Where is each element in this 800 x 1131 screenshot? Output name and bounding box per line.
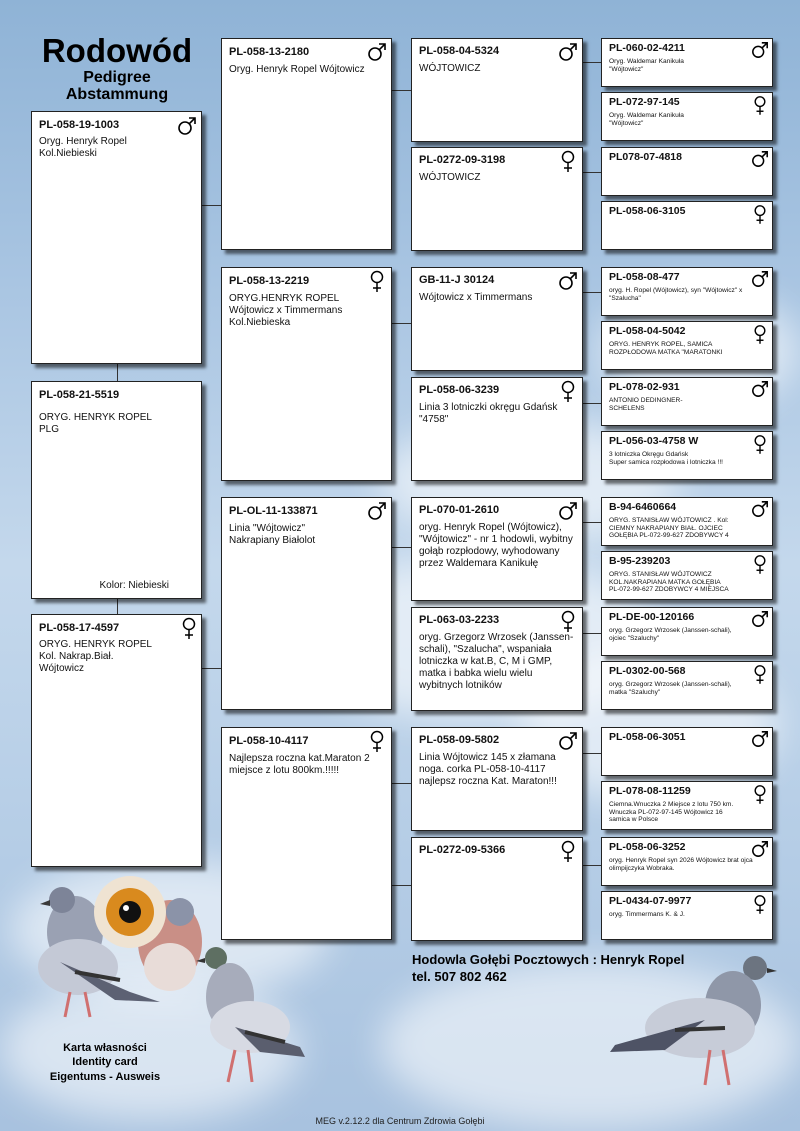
gen3-description: ANTONIO DEDINGNER- SCHELENS xyxy=(609,397,683,412)
gen3-ring-number: PL-0302-00-568 xyxy=(609,665,686,677)
gen2-description: WÓJTOWICZ xyxy=(419,172,481,183)
sibling2-description: ORYG. HENRYK ROPEL Kol. Nakrap.Biał. Wójtowicz xyxy=(39,639,152,674)
gen2-card[interactable] xyxy=(411,147,583,251)
male-icon xyxy=(177,116,197,136)
gen3-card[interactable] xyxy=(601,551,773,600)
page-subtitle-de: Abstammung xyxy=(65,86,169,103)
female-icon xyxy=(753,204,767,226)
breeder-phone: tel. 507 802 462 xyxy=(412,969,507,984)
gen3-card[interactable] xyxy=(601,607,773,656)
gen1-card[interactable] xyxy=(221,727,392,940)
card-line-en: Identity card xyxy=(72,1056,138,1069)
gen3-card[interactable] xyxy=(601,497,773,546)
sibling-card[interactable] xyxy=(31,381,202,599)
male-icon xyxy=(751,730,769,748)
gen2-ring-number: PL-070-01-2610 xyxy=(419,504,500,516)
gen3-card[interactable] xyxy=(601,661,773,710)
gen2-card[interactable] xyxy=(411,38,583,142)
gen2-ring-number: GB-11-J 30124 xyxy=(419,274,495,286)
gen1-description: ORYG.HENRYK ROPEL Wójtowicz x Timmermans Kol.Niebieska xyxy=(229,293,343,328)
gen1-card[interactable] xyxy=(221,38,392,250)
female-icon xyxy=(560,150,576,174)
gen3-card[interactable] xyxy=(601,38,773,87)
sibling-description: ORYG. HENRYK ROPEL PLG xyxy=(39,412,152,435)
gen3-ring-number: PL-058-06-3252 xyxy=(609,841,686,853)
male-icon xyxy=(558,731,578,751)
male-icon xyxy=(558,42,578,62)
gen1-ring-number: PL-058-10-4117 xyxy=(229,735,309,747)
subject-ring-number: PL-058-19-1003 xyxy=(39,119,120,131)
gen3-ring-number: PL-056-03-4758 W xyxy=(609,435,699,447)
gen3-card[interactable] xyxy=(601,201,773,250)
footer-version: MEG v.2.12.2 dla Centrum Zdrowia Gołębi xyxy=(315,1116,485,1126)
gen2-card[interactable] xyxy=(411,727,583,831)
gen1-ring-number: PL-OL-11-133871 xyxy=(229,505,318,517)
gen3-ring-number: B-95-239203 xyxy=(609,555,671,567)
male-icon xyxy=(367,42,387,62)
gen3-card[interactable] xyxy=(601,147,773,196)
gen3-card[interactable] xyxy=(601,377,773,426)
gen3-card[interactable] xyxy=(601,837,773,886)
gen2-card[interactable] xyxy=(411,497,583,601)
male-icon xyxy=(751,380,769,398)
male-icon xyxy=(558,271,578,291)
gen2-card[interactable] xyxy=(411,267,583,371)
subject-card[interactable] xyxy=(31,111,202,364)
subject-description: Oryg. Henryk Ropel Kol.Niebieski xyxy=(39,136,127,159)
female-icon xyxy=(369,730,385,754)
male-icon xyxy=(751,500,769,518)
gen3-ring-number: PL-0434-07-9977 xyxy=(609,895,692,907)
gen2-card[interactable] xyxy=(411,837,583,941)
gen1-card[interactable] xyxy=(221,267,392,481)
gen1-description: Najlepsza roczna kat.Maraton 2 miejsce z lotu 800km.!!!!! xyxy=(229,753,370,776)
male-icon xyxy=(751,41,769,59)
sibling2-ring-number: PL-058-17-4597 xyxy=(39,622,120,634)
gen3-card[interactable] xyxy=(601,267,773,316)
gen3-description: 3 lotniczka Okręgu Gdańsk Super samica rozpłodowa i lotniczka !!! xyxy=(609,451,723,466)
sibling2-card[interactable] xyxy=(31,614,202,867)
female-icon xyxy=(369,270,385,294)
male-icon xyxy=(751,840,769,858)
gen3-description: Oryg. Waldemar Kanikuła "Wójtowicz" xyxy=(609,112,684,127)
pigeon-right-illustration xyxy=(605,950,785,1100)
male-icon xyxy=(558,501,578,521)
gen2-ring-number: PL-0272-09-3198 xyxy=(419,154,506,166)
page-subtitle-en: Pedigree xyxy=(83,69,151,86)
male-icon xyxy=(367,501,387,521)
gen3-ring-number: PL-078-08-11259 xyxy=(609,785,691,797)
gen2-description: Linia 3 lotniczki okręgu Gdańsk "4758" xyxy=(419,402,558,425)
gen2-description: WÓJTOWICZ xyxy=(419,63,481,74)
gen3-description: Ciemna.Wnuczka 2 Miejsce z lotu 750 km. Wnuczka PL-072-97-145 Wójtowicz 16 samica w Polsce xyxy=(609,801,734,824)
gen2-ring-number: PL-0272-09-5366 xyxy=(419,844,506,856)
card-line-pl: Karta własności xyxy=(63,1042,147,1054)
gen3-ring-number: PL-078-02-931 xyxy=(609,381,680,393)
gen2-ring-number: PL-058-06-3239 xyxy=(419,384,500,396)
gen3-ring-number: PL-058-06-3105 xyxy=(609,205,686,217)
sibling-color-label: Kolor: Niebieski xyxy=(99,580,169,591)
gen3-ring-number: PL-058-08-477 xyxy=(609,271,680,283)
gen3-ring-number: PL-DE-00-120166 xyxy=(609,611,695,623)
gen3-card[interactable] xyxy=(601,92,773,141)
gen2-description: Linia Wójtowicz 145 x złamana noga. corka PL-058-10-4117 najlepsz roczna Kat. Maraton!!! xyxy=(419,752,557,787)
breeder-name: Hodowla Gołębi Pocztowych : Henryk Ropel xyxy=(412,952,685,967)
gen3-description: oryg. Grzegorz Wrzosek (Janssen-schali), ojciec "Szaluchy" xyxy=(609,627,732,642)
pigeon-standing-illustration xyxy=(190,942,310,1092)
gen3-description: oryg. Timmermans K. & J. xyxy=(609,911,685,918)
gen3-ring-number: PL-072-97-145 xyxy=(609,96,680,108)
sibling-ring-number: PL-058-21-5519 xyxy=(39,389,120,401)
male-icon xyxy=(751,610,769,628)
gen3-description: Oryg. Waldemar Kanikuła "Wójtowicz" xyxy=(609,58,684,73)
gen1-ring-number: PL-058-13-2180 xyxy=(229,46,310,58)
gen1-card[interactable] xyxy=(221,497,392,710)
gen3-description: oryg. Grzegorz Wrzosek (Janssen-schali), matka "Szaluchy" xyxy=(609,681,732,696)
gen3-ring-number: PL078-07-4818 xyxy=(609,151,682,163)
gen2-description: oryg. Henryk Ropel (Wójtowicz), "Wójtowicz" - nr 1 hodowli, wybitny gołąb rozpłodowy, wyhodowany przez Waldemara Kanikułę xyxy=(419,522,573,569)
pigeon-pair-illustration xyxy=(20,872,210,1032)
female-icon xyxy=(560,380,576,404)
identity-card-caption xyxy=(30,1041,180,1084)
gen2-ring-number: PL-058-09-5802 xyxy=(419,734,500,746)
male-icon xyxy=(751,150,769,168)
gen3-description: ORYG. HENRYK ROPEL, SAMICA ROZPŁODOWA MATKA "MARATONKI xyxy=(609,341,723,356)
gen3-card[interactable] xyxy=(601,321,773,370)
gen3-ring-number: PL-058-04-5042 xyxy=(609,325,686,337)
gen3-card[interactable] xyxy=(601,781,773,830)
gen2-description: oryg. Grzegorz Wrzosek (Janssen-schali), "Szalucha", wspaniała lotniczka w kat.B, C, M i GMP, matka i babka wielu wielu wybitnych lotników xyxy=(419,632,574,691)
female-icon xyxy=(560,840,576,864)
gen2-description: Wójtowicz x Timmermans xyxy=(419,292,533,303)
gen2-card[interactable] xyxy=(411,377,583,481)
gen3-card[interactable] xyxy=(601,431,773,480)
gen3-card[interactable] xyxy=(601,727,773,776)
female-icon xyxy=(181,617,197,641)
page-title: Rodowód xyxy=(41,32,193,69)
female-icon xyxy=(560,610,576,634)
gen1-description: Linia "Wójtowicz" Nakrapiany Białolot xyxy=(229,523,316,546)
gen3-ring-number: PL-060-02-4211 xyxy=(609,42,685,54)
gen3-ring-number: PL-058-06-3051 xyxy=(609,731,686,743)
gen2-ring-number: PL-063-03-2233 xyxy=(419,614,500,626)
male-icon xyxy=(751,270,769,288)
gen2-ring-number: PL-058-04-5324 xyxy=(419,45,500,57)
gen3-description: oryg. Henryk Ropel syn 2026 Wójtowicz brat ojca olimpijczyka Wobraka. xyxy=(609,857,753,872)
gen1-description: Oryg. Henryk Ropel Wójtowicz xyxy=(229,64,365,75)
gen3-description: oryg. H. Ropel (Wójtowicz), syn "Wójtowicz" x "Szalucha" xyxy=(609,287,743,302)
gen3-description: ORYG. STANISŁAW WÓJTOWICZ . Kol: CIEMNY NAKRAPIANY BIAŁ. OJCIEC GOŁĘBIA PL-072-99-627 ZDOBYWCY 4 xyxy=(609,517,729,540)
gen2-card[interactable] xyxy=(411,607,583,711)
gen3-ring-number: B-94-6460664 xyxy=(609,501,677,513)
card-line-de: Eigentums - Ausweis xyxy=(49,1070,161,1083)
gen3-card[interactable] xyxy=(601,891,773,940)
gen1-ring-number: PL-058-13-2219 xyxy=(229,275,310,287)
gen3-description: ORYG. STANISŁAW WÓJTOWICZ KOL.NAKRAPIANA MATKA GOŁĘBIA PL-072-99-627 ZDOBYWCY 4 MIEJSCA xyxy=(609,571,729,594)
